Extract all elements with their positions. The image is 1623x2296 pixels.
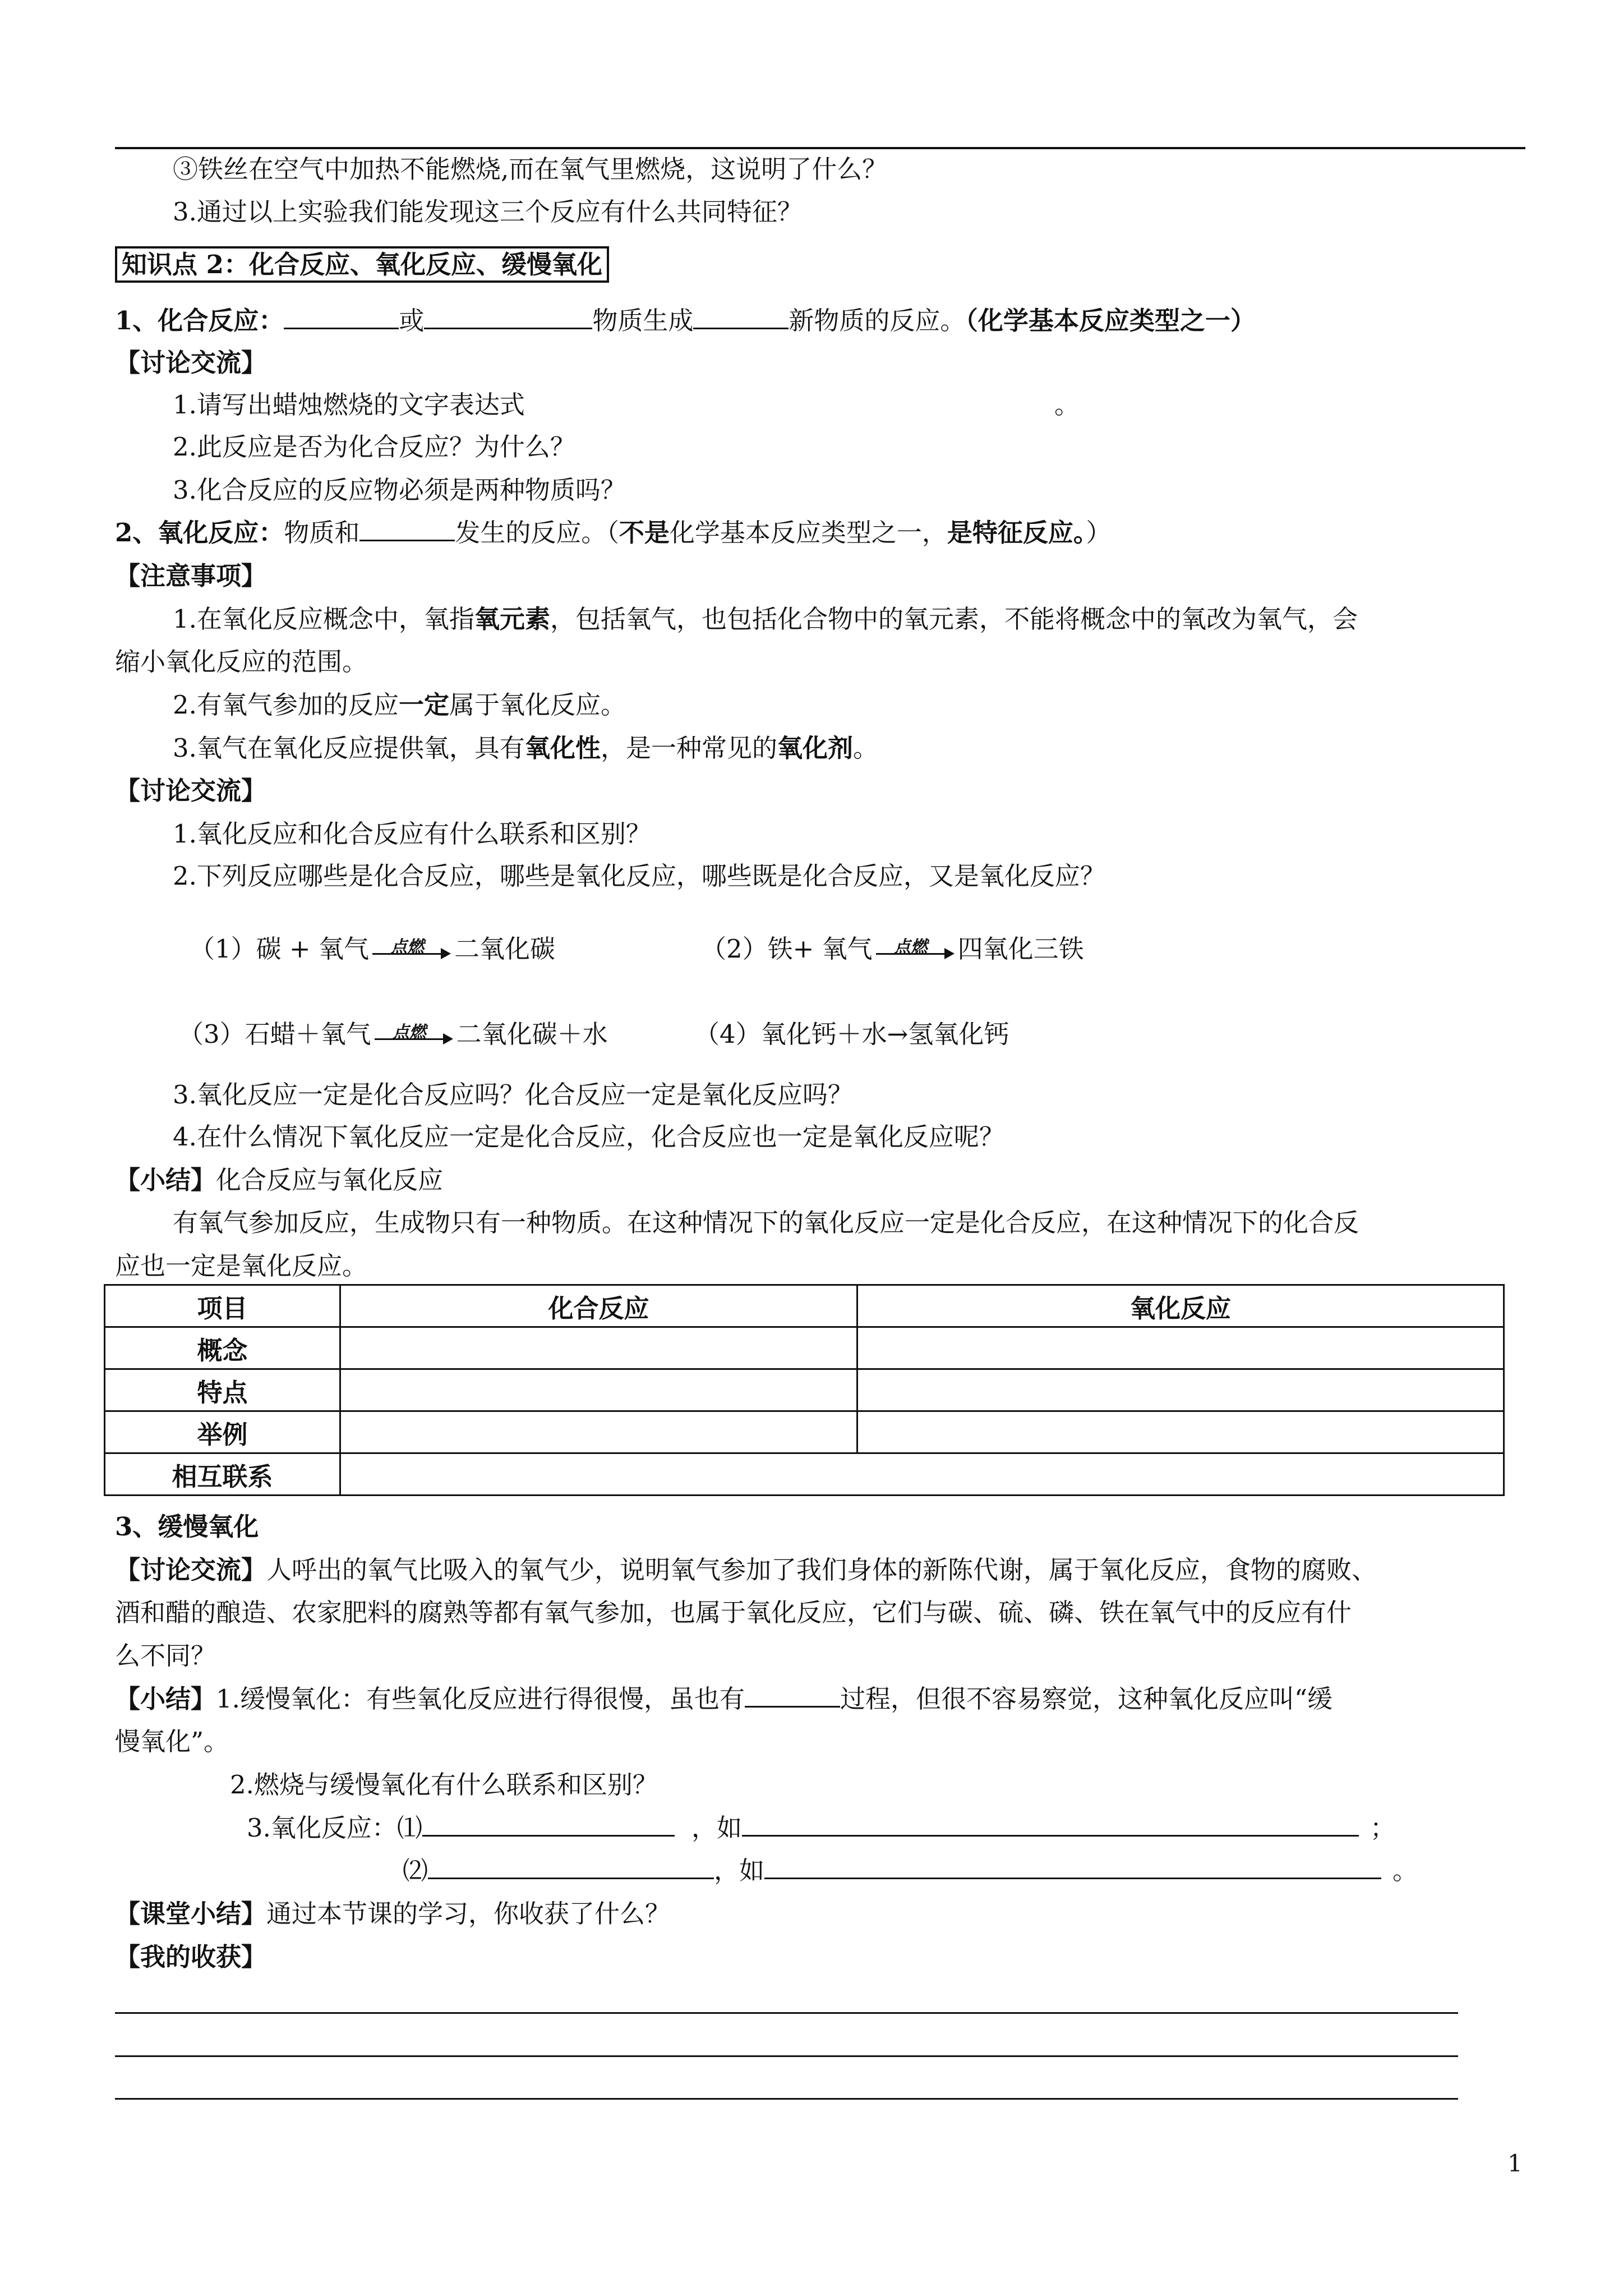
combination-q1 xyxy=(173,387,525,423)
slow-discuss-1 xyxy=(115,1552,1377,1588)
row-label: 概念 xyxy=(105,1327,340,1369)
oxidation-type-label: 3.氧化反应： xyxy=(247,1813,397,1843)
reaction-1 xyxy=(190,931,555,967)
summary-line xyxy=(115,1162,443,1198)
note-2c: 属于氧化反应。 xyxy=(449,690,626,720)
reaction-4: （4）氧化钙＋水→氢氧化钙 xyxy=(694,1019,1009,1049)
table-row xyxy=(105,1327,1504,1369)
note-3d: 氧化剂 xyxy=(777,733,853,763)
reaction-1-left: （1）碳 + 氧气 xyxy=(190,934,369,964)
blank-7[interactable] xyxy=(742,1810,1359,1837)
row-label: 相互联系 xyxy=(105,1453,340,1496)
class-summary-text: 通过本节课的学习，你收获了什么？ xyxy=(266,1899,671,1929)
summary-header: 【小结】 xyxy=(115,1165,216,1195)
table-header: 氧化反应 xyxy=(857,1285,1504,1327)
note-2 xyxy=(173,687,626,723)
class-summary xyxy=(115,1896,670,1932)
note-bold1: 不是 xyxy=(619,518,670,547)
note-1-cont: 缩小氧化反应的范围。 xyxy=(115,647,368,677)
question-common-feature: 3.通过以上实验我们能发现这三个反应有什么共同特征？ xyxy=(173,197,803,227)
page-number: 1 xyxy=(1507,2150,1523,2177)
header-rule xyxy=(115,147,1525,149)
oxidation-label: 2、氧化反应： xyxy=(115,518,284,547)
blank-8[interactable] xyxy=(428,1853,714,1879)
note-mid: 化学基本反应类型之一， xyxy=(669,518,947,547)
blank-4[interactable] xyxy=(359,515,455,541)
slow-summary-header: 【小结】 xyxy=(115,1684,216,1714)
blank-6[interactable] xyxy=(422,1810,675,1837)
table-row xyxy=(105,1369,1504,1411)
note-3a: 3.氧气在氧化反应提供氧，具有 xyxy=(173,733,525,763)
table-cell[interactable] xyxy=(340,1327,857,1369)
discuss-q1: 1.氧化反应和化合反应有什么联系和区别？ xyxy=(173,819,651,849)
class-summary-header: 【课堂小结】 xyxy=(115,1899,267,1929)
table-cell[interactable] xyxy=(857,1411,1504,1453)
mid-text: 物质生成 xyxy=(592,306,694,335)
note-1 xyxy=(173,601,1358,637)
blank-1[interactable] xyxy=(284,303,399,329)
reaction-2-right: 四氧化三铁 xyxy=(957,934,1084,964)
note-3c: ，是一种常见的 xyxy=(600,733,777,763)
combination-q1-end: 。 xyxy=(1054,390,1080,420)
notes-header: 【注意事项】 xyxy=(115,561,267,591)
item-2-marker: ⑵ xyxy=(403,1856,428,1885)
slow-discuss-2: 酒和醋的酿造、农家肥料的腐熟等都有氧气参加，也属于氧化反应，它们与碳、硫、磷、铁在氧气中的反应有什 xyxy=(115,1598,1352,1627)
reaction-1-right: 二氧化碳 xyxy=(454,934,555,964)
table-header-row xyxy=(105,1285,1504,1327)
note-1a: 1.在氧化反应概念中，氧指 xyxy=(173,604,474,634)
combination-label: 1、化合反应： xyxy=(115,306,284,335)
arrow-condition: 点燃 xyxy=(893,937,928,957)
oxidation-text1: 物质和 xyxy=(284,518,360,547)
reaction-3-right: 二氧化碳＋水 xyxy=(456,1019,608,1049)
arrow-condition: 点燃 xyxy=(392,1022,426,1042)
note-close: ） xyxy=(1086,518,1112,547)
note-2a: 2.有氧气参加的反应 xyxy=(173,690,399,720)
slow-summary-1 xyxy=(115,1681,1332,1717)
note-bold2: 是特征反应。 xyxy=(947,518,1086,547)
note-3b: 氧化性 xyxy=(524,733,601,763)
slow-discuss-header: 【讨论交流】 xyxy=(115,1555,267,1585)
answer-line-1[interactable] xyxy=(115,2012,1458,2014)
end-text: 新物质的反应。 xyxy=(789,306,966,335)
semicolon: ； xyxy=(1370,1813,1395,1843)
note-2b: 一定 xyxy=(398,690,449,720)
period: 。 xyxy=(1393,1856,1418,1885)
arrow-condition: 点燃 xyxy=(390,937,424,957)
table-cell[interactable] xyxy=(857,1369,1504,1411)
table-row xyxy=(105,1453,1504,1496)
slow-discuss-text1: 人呼出的氧气比吸入的氧气少，说明氧气参加了我们身体的新陈代谢，属于氧化反应，食物的腐败、 xyxy=(266,1555,1377,1585)
summary-text-2: 应也一定是氧化反应。 xyxy=(115,1251,368,1281)
table-cell[interactable] xyxy=(857,1327,1504,1369)
table-cell[interactable] xyxy=(340,1411,857,1453)
combination-definition xyxy=(115,303,1256,339)
slow-summary-1a: 1.缓慢氧化：有些氧化反应进行得很慢，虽也有 xyxy=(216,1684,745,1714)
slow-summary-1c: 慢氧化”。 xyxy=(115,1727,229,1756)
ignite-arrow-icon xyxy=(876,938,955,964)
discuss-header-1: 【讨论交流】 xyxy=(115,348,267,378)
blank-5[interactable] xyxy=(745,1681,840,1708)
combination-q2: 2.此反应是否为化合反应？为什么？ xyxy=(173,432,575,462)
blank-3[interactable] xyxy=(693,303,789,329)
table-header: 化合反应 xyxy=(340,1285,857,1327)
discuss-q2: 2.下列反应哪些是化合反应，哪些是氧化反应，哪些既是化合反应，又是氧化反应？ xyxy=(173,861,1105,891)
row-label: 举例 xyxy=(105,1411,340,1453)
row-label: 特点 xyxy=(105,1369,340,1411)
summary-text-1: 有氧气参加反应，生成物只有一种物质。在这种情况下的氧化反应一定是化合反应，在这种情况下的化合反 xyxy=(173,1208,1359,1237)
reaction-3-left: （3）石蜡＋氧气 xyxy=(178,1019,371,1049)
slow-summary-2: 2.燃烧与缓慢氧化有什么联系和区别？ xyxy=(230,1770,658,1800)
ignite-arrow-icon xyxy=(375,1024,453,1050)
slow-discuss-3: 么不同？ xyxy=(115,1641,216,1671)
blank-9[interactable] xyxy=(764,1853,1381,1879)
summary-title: 化合反应与氧化反应 xyxy=(216,1165,444,1195)
combination-q3: 3.化合反应的反应物必须是两种物质吗？ xyxy=(173,475,626,505)
table-cell[interactable] xyxy=(340,1453,1504,1496)
oxidation-text2: 发生的反应。 xyxy=(455,518,607,547)
ignite-arrow-icon xyxy=(372,938,451,964)
knowledge-point-box: 知识点 2：化合反应、氧化反应、缓慢氧化 xyxy=(115,246,609,283)
slow-summary-1b: 过程，但很不容易察觉，这种氧化反应叫“缓 xyxy=(840,1684,1332,1714)
answer-line-3[interactable] xyxy=(115,2098,1458,2100)
slow-oxidation-title: 3、缓慢氧化 xyxy=(115,1512,259,1542)
or-text: 或 xyxy=(399,306,425,335)
oxidation-type-2 xyxy=(403,1853,1418,1889)
my-gain-header: 【我的收获】 xyxy=(115,1942,267,1972)
discuss-q4: 4.在什么情况下氧化反应一定是化合反应，化合反应也一定是氧化反应呢？ xyxy=(173,1122,1004,1152)
note-1b: 氧元素 xyxy=(474,604,550,634)
note-3 xyxy=(173,730,878,766)
note-3e: 。 xyxy=(852,733,878,763)
comma-ru-1: ，如 xyxy=(691,1813,742,1843)
reaction-3 xyxy=(178,1016,608,1052)
table-header: 项目 xyxy=(105,1285,340,1327)
combination-q1-text: 1.请写出蜡烛燃烧的文字表达式 xyxy=(173,390,525,420)
item-1-marker: ⑴ xyxy=(396,1813,422,1843)
reaction-2-left: （2）铁+ 氧气 xyxy=(701,934,873,964)
discuss-header-2: 【讨论交流】 xyxy=(115,776,267,806)
combination-note: （化学基本反应类型之一） xyxy=(965,306,1256,335)
comparison-table xyxy=(104,1284,1505,1496)
question-iron: ③铁丝在空气中加热不能燃烧,而在氧气里燃烧，这说明了什么？ xyxy=(173,154,888,184)
comma-ru-2: ，如 xyxy=(714,1856,765,1885)
reaction-2 xyxy=(701,931,1084,967)
note-1c: ，包括氧气，也包括化合物中的氧元素，不能将概念中的氧改为氧气，会 xyxy=(550,604,1358,634)
oxidation-definition xyxy=(115,515,1111,551)
discuss-q3: 3.氧化反应一定是化合反应吗？化合反应一定是氧化反应吗？ xyxy=(173,1080,853,1110)
oxidation-type-1 xyxy=(247,1810,1395,1846)
knowledge-point-title xyxy=(115,247,609,283)
table-cell[interactable] xyxy=(340,1369,857,1411)
note-open: （ xyxy=(606,518,619,547)
blank-2[interactable] xyxy=(424,303,592,329)
answer-line-2[interactable] xyxy=(115,2055,1458,2057)
table-row xyxy=(105,1411,1504,1453)
